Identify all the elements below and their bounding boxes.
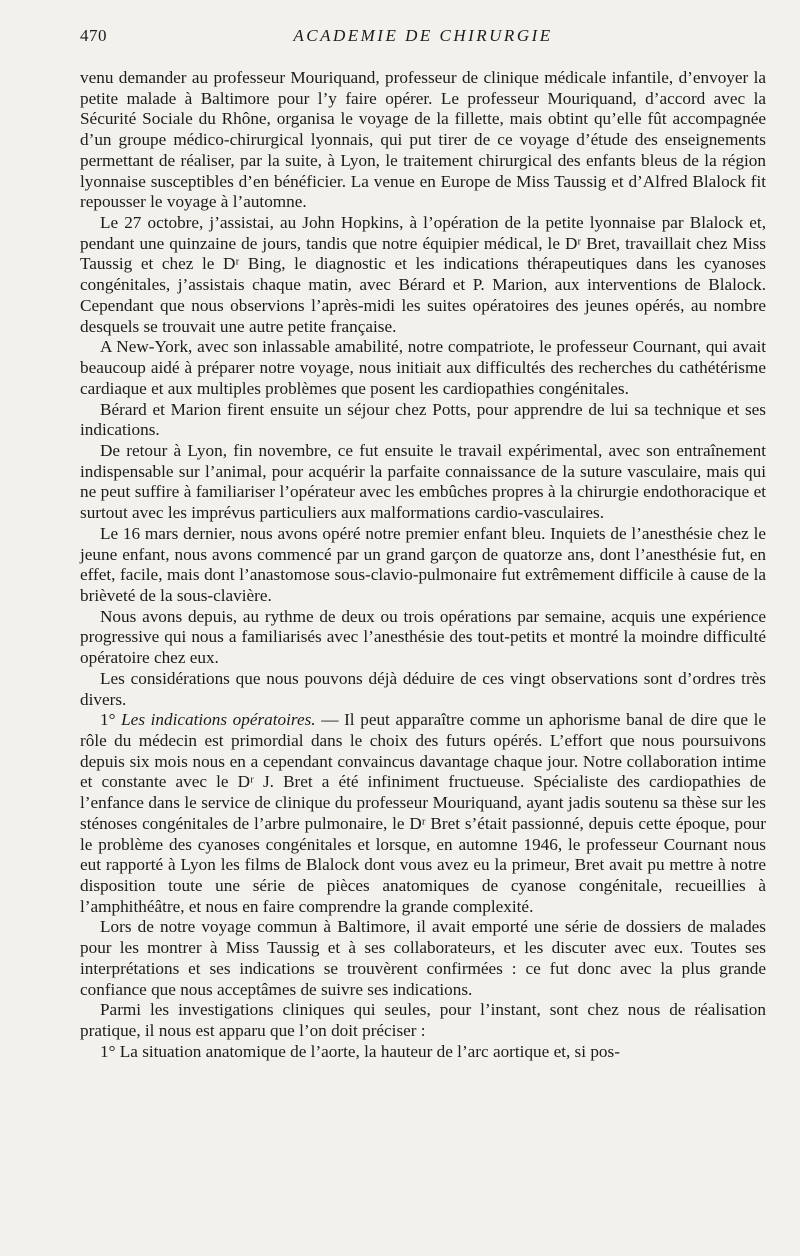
paragraph: Lors de notre voyage commun à Baltimore, il avait emporté une série de dossiers de malades pour les montrer à Miss Taussig et à ses collaborateurs, et les discuter avec eux. Toutes ses interprétations et ses indications se trouvèrent confirmées : ce fut donc avec la plus grande confiance que nous acceptâmes de suivre ses indications. [80,917,766,999]
paragraph: Les considérations que nous pouvons déjà déduire de ces vingt observations sont d’ordres très divers. [80,668,766,709]
paragraph: Parmi les investigations cliniques qui seules, pour l’instant, sont chez nous de réalisation pratique, il nous est apparu que l’on doit préciser : [80,1000,766,1041]
body-text [80,68,766,1063]
paragraph: venu demander au professeur Mouriquand, professeur de clinique médicale infantile, d’envoyer la petite malade à Baltimore pour l’y faire opérer. Le professeur Mouriquand, d’accord avec la Sécurité Sociale du Rhône, organisa le voyage de la fillette, mais obtint qu’elle fût accompagnée d’un groupe médico-chirurgical lyonnais, qui put tirer de ce voyage d’étude des enseignements permettant de réaliser, par la suite, à Lyon, le traitement chirurgical des enfants bleus de la région lyonnaise susceptibles d’en bénéficier. La venue en Europe de Miss Taussig et d’Alfred Blalock fit repousser le voyage à l’automne. [80,68,766,212]
section-number: 1° [100,710,116,730]
paragraph: Nous avons depuis, au rythme de deux ou trois opérations par semaine, acquis une expérience progressive qui nous a familiarisés avec l’anesthésie des tout-petits et montré la moindre difficulté opératoire chez eux. [80,606,766,668]
paragraph: Le 27 octobre, j’assistai, au John Hopkins, à l’opération de la petite lyonnaise par Blalock et, pendant une quinzaine de jours, tandis que notre équipier médical, le Dʳ Bret, travaillait chez Miss Taussig et chez le Dʳ Bing, le diagnostic et les indications thérapeutiques dans les cyanoses congénitales, j’assistais chaque matin, avec Bérard et P. Marion, aux interventions de Blalock. Cependant que nous observions l’après-midi les suites opératoires des jeunes opérés, au nombre desquels se trouvait une autre petite française. [80,213,766,336]
paragraph: De retour à Lyon, fin novembre, ce fut ensuite le travail expérimental, avec son entraînement indispensable sur l’animal, pour acquérir la parfaite connaissance de la suture vasculaire, mais qui ne peut suffire à familiariser l’opérateur avec les embûches propres à la chirurgie endothoracique et surtout avec les imprévus particuliers aux malformations cardio-vasculaires. [80,440,766,523]
running-head [80,10,766,45]
section-paragraph [80,710,766,917]
journal-title: ACADEMIE DE CHIRURGIE [293,26,553,45]
page-number: 470 [80,26,107,45]
paragraph: 1° La situation anatomique de l’aorte, la hauteur de l’arc aortique et, si pos- [100,1041,620,1061]
paragraph-text: — Il peut apparaître comme un aphorisme banal de dire que le rôle du médecin est primordial dans le choix des futurs opérés. L’effort que nous poursuivons depuis six mois nous en a cependant convaincus davantage chaque jour. Notre collaboration intime et constante avec le Dʳ J. Bret a été infiniment fructueuse. Spécialiste des cardiopathies de l’enfance dans le service de clinique du professeur Mouriquand, ayant jadis soutenu sa thèse sur les sténoses congénitales de l’arbre pulmonaire, le Dʳ Bret s’était passionné, depuis cette époque, pour le problème des cyanoses congénitales et lorsque, en automne 1946, le professeur Cournant nous eut rapporté à Lyon les films de Blalock dont vous avez eu la primeur, Bret avait pu mettre à notre disposition toute une série de pièces anatomiques de cyanose congénitale, recueillies à l’amphithéâtre, et nous en faire comprendre la grande complexité. [80,710,767,916]
paragraph: Le 16 mars dernier, nous avons opéré notre premier enfant bleu. Inquiets de l’anesthésie chez le jeune enfant, nous avons commencé par un grand garçon de quatorze ans, dont l’anesthésie fut, en effet, facile, mais dont l’anastomose sous-clavio-pulmonaire fut extrêmement difficile à cause de la brièveté de la sous-clavière. [80,523,766,605]
paragraph: Bérard et Marion firent ensuite un séjour chez Potts, pour apprendre de lui sa technique et ses indications. [80,399,766,440]
paragraph: A New-York, avec son inlassable amabilité, notre compatriote, le professeur Cournant, qui avait beaucoup aidé à préparer notre voyage, nous initiait aux difficultés des recherches du cathétérisme cardiaque et aux multiples problèmes que posent les cardiopathies congénitales. [80,337,766,398]
section-title: Les indications opératoires. [121,710,316,730]
